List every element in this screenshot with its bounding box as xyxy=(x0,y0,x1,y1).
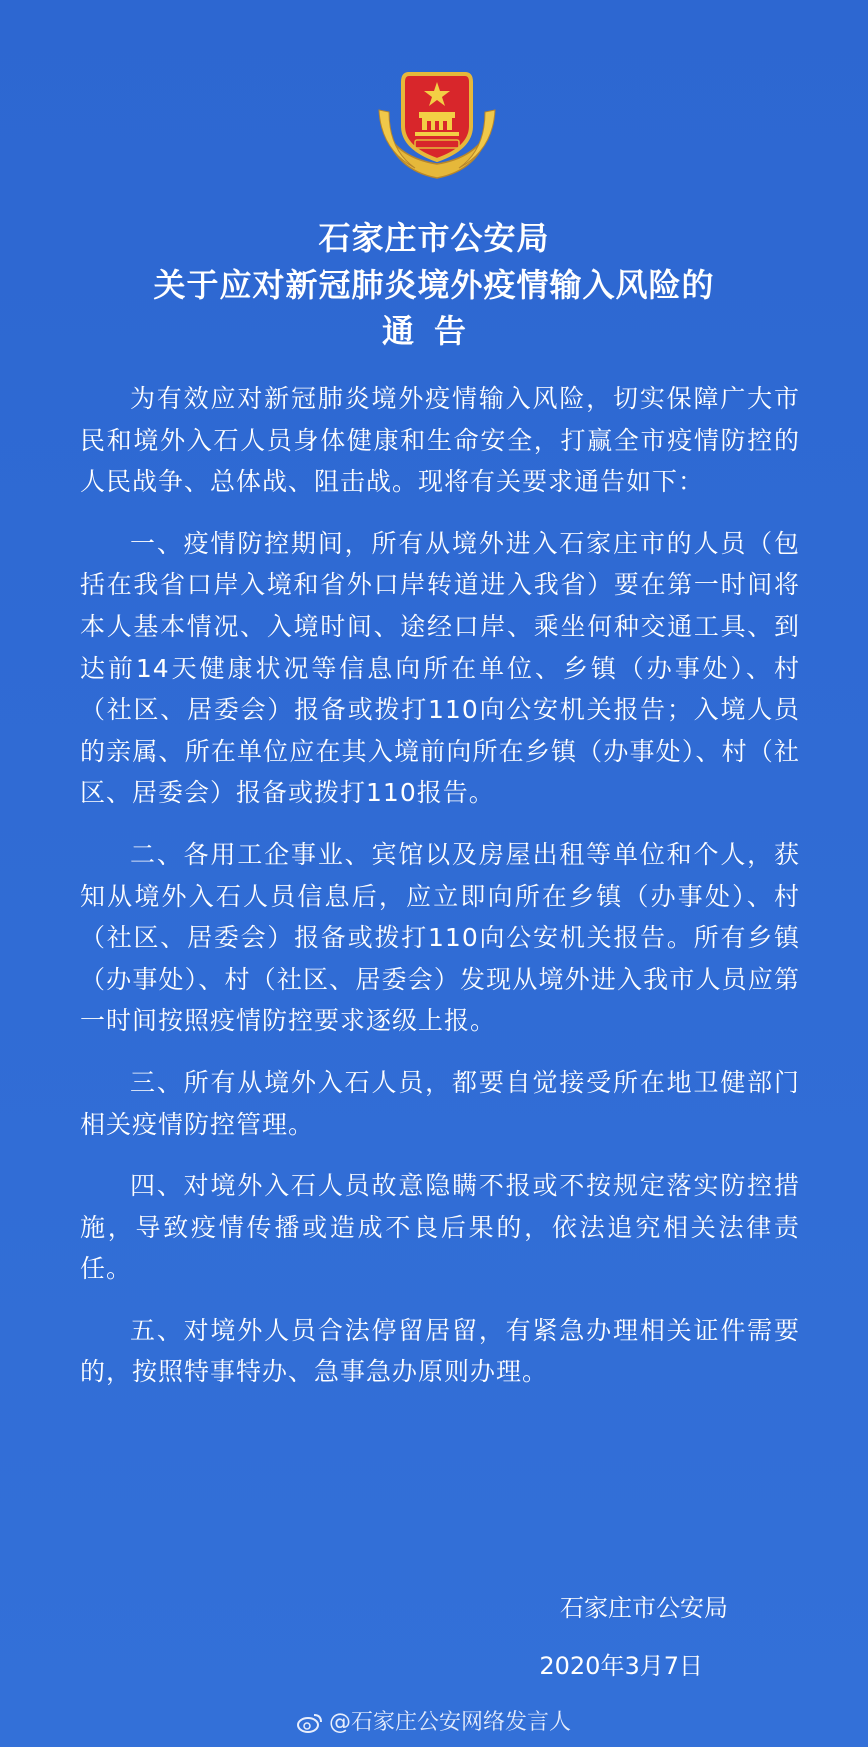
item-1-paragraph: 一、疫情防控期间，所有从境外进入石家庄市的人员（包括在我省口岸入境和省外口岸转道进入我省）要在第一时间将本人基本情况、入境时间、途经口岸、乘坐何种交通工具、到达前14天健康状况等信息向所在单位、乡镇（办事处）、村（社区、居委会）报备或拨打110向公安机关报告；入境人员的亲属、所在单位应在其入境前向所在乡镇（办事处）、村（社区、居委会）报备或拨打110报告。 xyxy=(80,528,800,808)
item-4-paragraph: 四、对境外入石人员故意隐瞒不报或不按规定落实防控措施，导致疫情传播或造成不良后果的，依法追究相关法律责任。 xyxy=(80,1171,800,1284)
item-2-paragraph: 二、各用工企事业、宾馆以及房屋出租等单位和个人，获知从境外入石人员信息后，应立即向所在乡镇（办事处）、村（社区、居委会）报备或拨打110向公安机关报告。所有乡镇（办事处）、村（社区、居委会）发现从境外进入我市人员应第一时间按照疫情防控要求逐级上报。 xyxy=(80,839,800,1036)
item-3-paragraph: 三、所有从境外入石人员，都要自觉接受所在地卫健部门相关疫情防控管理。 xyxy=(80,1067,800,1139)
police-emblem-icon xyxy=(375,60,499,182)
intro-paragraph: 为有效应对新冠肺炎境外疫情输入风险，切实保障广大市民和境外入石人员身体健康和生命安全，打赢全市疫情防控的人民战争、总体战、阻击战。现将有关要求通告如下： xyxy=(80,384,800,497)
signature-date: 2020年3月7日 xyxy=(539,1652,703,1680)
notice-subject: 关于应对新冠肺炎境外疫情输入风险的 xyxy=(153,266,715,304)
weibo-watermark xyxy=(0,1705,868,1736)
signature-org: 石家庄市公安局 xyxy=(560,1594,728,1622)
notice-body xyxy=(80,378,800,1413)
notice-heading: 通告 xyxy=(381,312,486,350)
weibo-icon xyxy=(297,1712,323,1734)
watermark-text: @石家庄公安网络发言人 xyxy=(328,1710,571,1735)
item-5-paragraph: 五、对境外人员合法停留居留，有紧急办理相关证件需要的，按照特事特办、急事急办原则办理。 xyxy=(80,1315,800,1387)
issuer-title: 石家庄市公安局 xyxy=(318,219,550,257)
